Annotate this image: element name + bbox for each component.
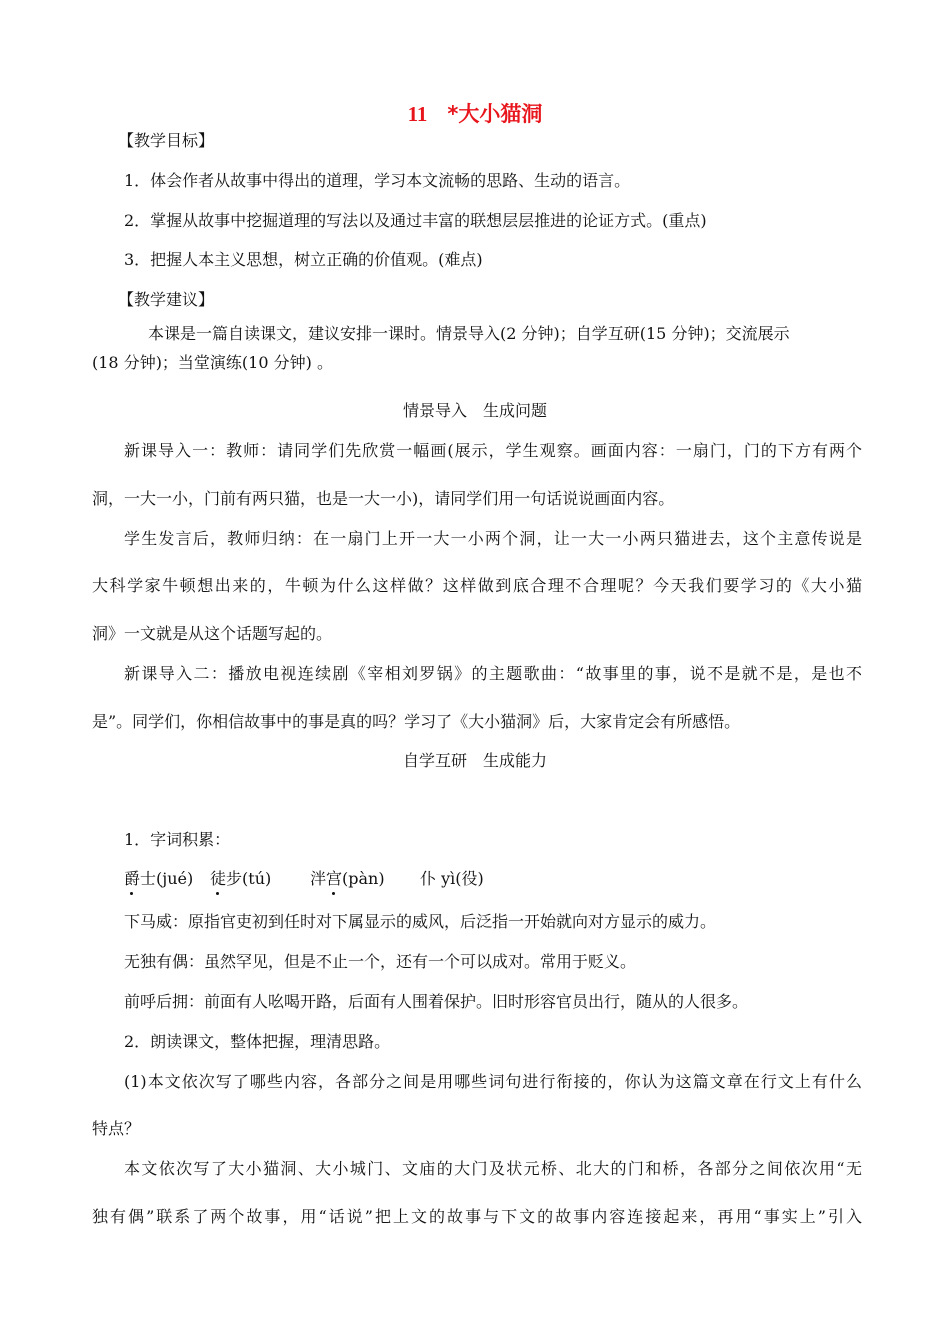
vocab-word: 泮宫(pàn) [310, 869, 385, 888]
vocab-word: 徒步(tú) [210, 869, 272, 888]
definition-line: 无独有偶：虽然罕见，但是不止一个，还有一个可以成对。常用于贬义。 [124, 952, 637, 971]
page-title [0, 98, 950, 128]
paragraph-line: 新课导入一：教师：请同学们先欣赏一幅画(展示，学生观察。画面内容：一扇门，门的下方有两个 [124, 441, 862, 460]
objective-item: 1．体会作者从故事中得出的道理，学习本文流畅的思路、生动的语言。 [124, 171, 631, 190]
section-heading: 自学互研 生成能力 [402, 751, 547, 770]
reading-heading: 2．朗读课文，整体把握，理清思路。 [124, 1032, 391, 1051]
question-line: 特点？ [92, 1119, 141, 1138]
answer-line: 本文依次写了大小猫洞、大小城门、文庙的大门及状元桥、北大的门和桥，各部分之间依次用“无 [124, 1159, 862, 1178]
vocab-row [124, 869, 894, 889]
objective-item: 3．把握人本主义思想，树立正确的价值观。(难点) [124, 250, 483, 269]
paragraph-line: 洞》一文就是从这个话题写起的。 [92, 624, 333, 643]
objectives-heading: 【教学目标】 [118, 131, 215, 150]
paragraph-line: 是”。同学们，你相信故事中的事是真的吗？学习了《大小猫洞》后，大家肯定会有所感悟。 [92, 712, 741, 731]
definition-line: 下马威：原指官吏初到任时对下属显示的威风，后泛指一开始就向对方显示的威力。 [124, 912, 717, 931]
paragraph-line: 学生发言后，教师归纳：在一扇门上开一大一小两个洞，让一大一小两只猫进去，这个主意传说是 [124, 529, 862, 548]
answer-line: 独有偶”联系了两个故事，用“话说”把上文的故事与下文的故事内容连接起来，再用“事实上”引入 [92, 1207, 862, 1226]
objective-item: 2．掌握从故事中挖掘道理的写法以及通过丰富的联想层层推进的论证方式。(重点) [124, 211, 707, 230]
suggestion-text: (18 分钟)；当堂演练(10 分钟) 。 [92, 353, 333, 372]
vocab-word: 仆 yì(役) [420, 869, 484, 888]
paragraph-line: 洞，一大一小，门前有两只猫，也是一大一小)，请同学们用一句话说说画面内容。 [92, 489, 675, 508]
paragraph-line: 大科学家牛顿想出来的，牛顿为什么这样做？这样做到底合理不合理呢？今天我们要学习的《大小猫 [92, 576, 862, 595]
section-heading: 情景导入 生成问题 [402, 401, 547, 420]
vocab-heading: 1．字词积累： [124, 830, 231, 849]
paragraph-line: 新课导入二：播放电视连续剧《宰相刘罗锅》的主题歌曲：“故事里的事，说不是就不是，是也不 [124, 664, 862, 683]
lesson-number: 11 [407, 102, 428, 126]
lesson-title: *大小猫洞 [447, 102, 543, 126]
definition-line: 前呼后拥：前面有人吆喝开路，后面有人围着保护。旧时形容官员出行，随从的人很多。 [124, 992, 749, 1011]
suggestion-text: 本课是一篇自读课文，建议安排一课时。情景导入(2 分钟)；自学互研(15 分钟)；交流展示 [148, 324, 790, 343]
suggestion-heading: 【教学建议】 [118, 290, 215, 309]
question-line: (1)本文依次写了哪些内容，各部分之间是用哪些词句进行衔接的，你认为这篇文章在行文上有什么 [124, 1072, 862, 1091]
vocab-word: 爵士(jué) [124, 869, 194, 888]
